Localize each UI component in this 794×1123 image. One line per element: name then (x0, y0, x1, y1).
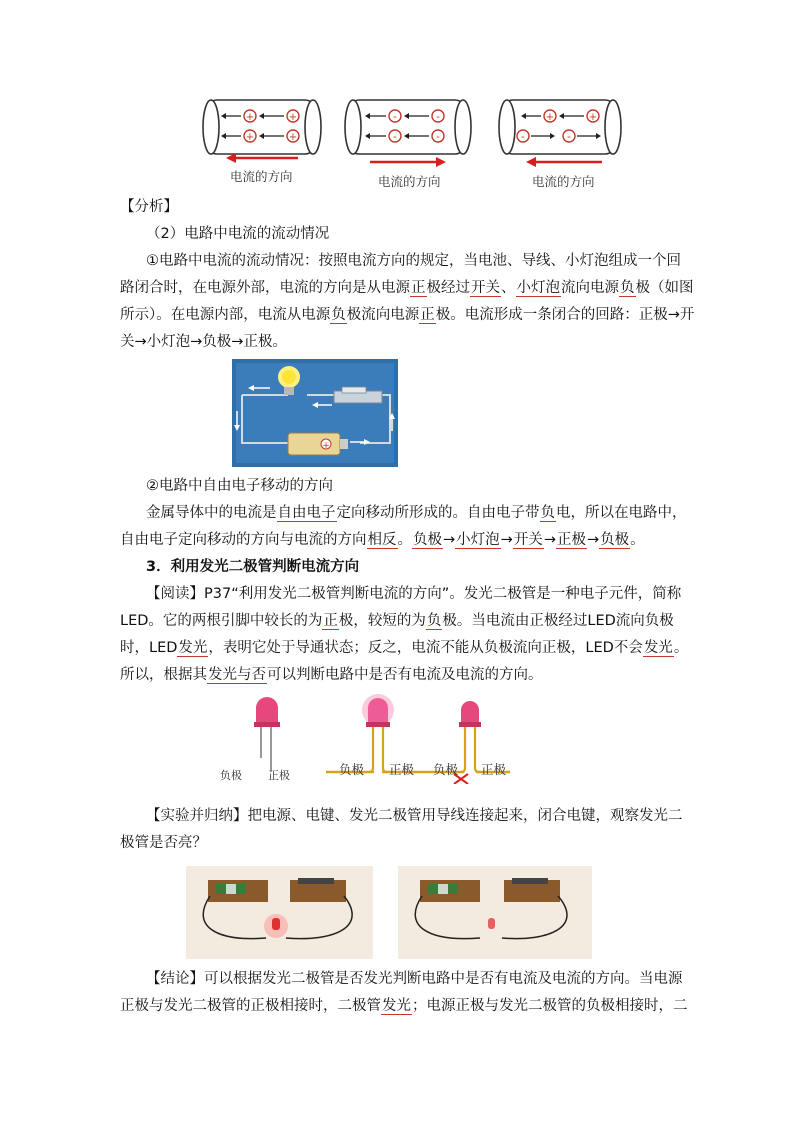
analysis-heading: 【分析】 (120, 199, 178, 215)
answer-blank: 自由电子 (277, 505, 336, 521)
text: 。 (673, 640, 689, 656)
text: 极，较短的为 (338, 613, 426, 629)
cylinder-1 (203, 100, 321, 154)
svg-text:-: - (393, 110, 397, 123)
text: 自由电子定向移动的方向与电流的方向 (120, 532, 367, 548)
answer-blank: 正极 (556, 532, 586, 548)
text: 、 (501, 280, 516, 296)
text: ，表明它处于导通状态；反之，电流不能从负极流向正极，LED不会 (208, 640, 643, 656)
para1-line3 (120, 305, 695, 325)
text: → (586, 532, 600, 548)
circuit-diagram (232, 359, 398, 467)
text: 流向电源 (561, 280, 619, 296)
answer-blank: 正 (420, 307, 435, 323)
text: 极。电流形成一条闭合的回路：正极→开 (435, 307, 695, 323)
text: ；电源正极与发光二极管的负极相接时，二 (412, 998, 688, 1014)
text: → (443, 532, 456, 548)
answer-blank: 小灯泡 (456, 532, 500, 548)
answer-blank: 负极 (413, 532, 442, 548)
answer-blank: 发光 (382, 998, 411, 1014)
cylinder-2 (345, 100, 471, 154)
experiment-line1: 【实验并归纳】把电源、电键、发光二极管用导线连接起来，闭合电键，观察发光二 (146, 808, 683, 824)
caption-current-2: 电流的方向 (378, 174, 441, 189)
text: 时，LED (120, 640, 178, 656)
para2-line2 (120, 530, 680, 550)
cylinder-3 (499, 100, 621, 154)
answer-blank: 小灯泡 (516, 280, 560, 296)
section3-title: 3．利用发光二极管判断电流方向 (146, 559, 360, 575)
answer-blank: 开关 (471, 280, 500, 296)
para1-line1: ①电路中电流的流动情况：按照电流方向的规定，当电池、导线、小灯泡组成一个回 (146, 253, 681, 269)
answer-blank: 负 (540, 505, 555, 521)
svg-text:+: + (588, 112, 598, 123)
text: → (543, 532, 556, 548)
answer-blank: 发光 (178, 640, 208, 656)
svg-text:-: - (521, 130, 525, 143)
svg-text:+: + (245, 112, 255, 123)
experiment-photo-lit (186, 866, 373, 959)
answer-blank: 开关 (513, 532, 543, 548)
answer-blank: 负 (331, 307, 346, 323)
para1-line4: 关→小灯泡→负极→正极。 (120, 334, 287, 350)
text: 所以，根据其 (120, 667, 207, 683)
text: 路闭合时，在电源外部，电流的方向是从电源 (120, 280, 410, 296)
svg-text:+: + (545, 112, 555, 123)
read-line2 (120, 611, 680, 631)
text: 极。当电流由正极经过LED流向负极 (442, 613, 674, 629)
para2-title: ②电路中自由电子移动的方向 (146, 478, 333, 494)
text: 电，所以在电路中， (556, 505, 687, 521)
conclusion-line1: 【结论】可以根据发光二极管是否发光判断电路中是否有电流及电流的方向。当电源 (146, 971, 683, 987)
text: 正极与发光二极管的正极相接时，二极管 (120, 998, 381, 1014)
answer-blank: 相反 (367, 532, 397, 548)
caption-current-3: 电流的方向 (532, 174, 595, 189)
answer-blank: 负 (426, 613, 442, 629)
text: 金属导体中的电流是 (146, 505, 277, 521)
svg-text:-: - (393, 130, 397, 143)
led3-positive-label: 正极 (481, 762, 507, 777)
svg-text:+: + (288, 132, 298, 143)
caption-current-1: 电流的方向 (230, 169, 293, 184)
led-figure (210, 692, 520, 784)
read-line4 (120, 665, 680, 685)
answer-blank: 正 (411, 280, 426, 296)
text: 可以判断电路中是否有电流及电流的方向。 (267, 667, 543, 683)
led1-negative-label: 负极 (220, 769, 242, 782)
text: 。 (397, 532, 412, 548)
svg-text:+: + (245, 132, 255, 143)
text: 极流向电源 (346, 307, 420, 323)
answer-blank: 发光与否 (208, 667, 266, 683)
analysis-subheading: （2）电路中电流的流动情况 (146, 226, 330, 242)
led2-negative-label: 负极 (339, 762, 365, 777)
para1-line2 (120, 278, 694, 298)
experiment-line2: 极管是否亮？ (120, 835, 207, 851)
answer-blank: 负极 (600, 532, 630, 548)
text: 极（如图 (635, 280, 694, 296)
answer-blank: 负 (620, 280, 635, 296)
text: LED。它的两根引脚中较长的为 (120, 613, 323, 629)
text: 。 (630, 532, 645, 548)
led3-negative-label: 负极 (433, 762, 459, 777)
led-1 (254, 697, 280, 772)
svg-text:-: - (436, 110, 440, 123)
svg-text:+: + (322, 441, 330, 451)
answer-blank: 发光 (643, 640, 673, 656)
experiment-photo-unlit (398, 866, 592, 959)
led1-positive-label: 正极 (268, 769, 290, 782)
conclusion-line2 (120, 996, 688, 1016)
svg-text:-: - (567, 130, 571, 143)
text: 极经过 (426, 280, 470, 296)
text: 所示）。在电源内部，电流从电源 (120, 307, 331, 323)
led2-positive-label: 正极 (389, 762, 415, 777)
text: → (500, 532, 513, 548)
read-line3 (120, 638, 689, 658)
read-line1: 【阅读】P37“利用发光二极管判断电流的方向”。发光二极管是一种电子元件，简称 (146, 586, 682, 602)
svg-text:-: - (436, 130, 440, 143)
svg-text:+: + (288, 112, 298, 123)
answer-blank: 正 (323, 613, 338, 629)
para2-line1 (146, 503, 706, 523)
text: 定向移动所形成的。自由电子带 (336, 505, 540, 521)
